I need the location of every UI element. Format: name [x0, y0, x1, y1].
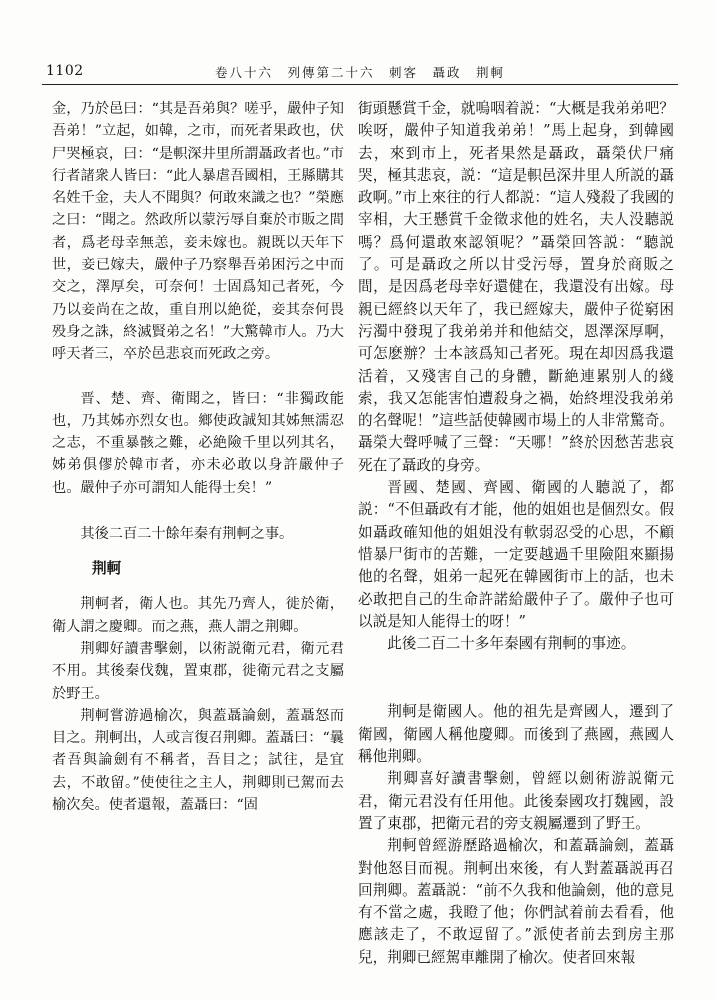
translation-paragraph: 此後二百二十多年秦國有荆軻的事迹。	[387, 635, 636, 653]
running-head: 卷八十六 列傳第二十六 刺客 聶政 荆軻	[215, 65, 506, 80]
classical-paragraph: 晋、楚、齊、衛聞之，皆曰：“非獨政能也，乃其姊亦烈女也。鄉使政誠知其姊無濡忍之志，不重暴骸之難，必絶險千里以列其名，姊弟俱僇於韓市者，亦未必敢以身許嚴仲子也。嚴仲子亦可謂知人能得士矣！”	[52, 390, 344, 496]
page-number: 1102	[46, 63, 84, 79]
translation-paragraph: 荆卿喜好讀書擊劍，曾經以劍術游説衛元君，衛元君没有任用他。此後秦國攻打魏國，設置了東郡，把衛元君的旁支親屬遷到了野王。	[358, 770, 674, 832]
page-header	[0, 60, 716, 84]
classical-paragraph: 荆軻嘗游過榆次，與蓋聶論劍，蓋聶怒而目之。荆軻出，人或言復召荆卿。蓋聶曰：“曩者吾與論劍有不稱者，吾目之；試往，是宜去，不敢留。”使使往之主人，荆卿則已駕而去榆次矣。使者還報，蓋聶曰：“固	[52, 707, 344, 814]
header-rule	[42, 84, 678, 85]
section-heading: 荆軻	[92, 560, 122, 578]
classical-paragraph: 荆卿好讀書擊劍，以術説衛元君，衛元君不用。其後秦伐魏，置東郡，徙衛元君之支屬於野王。	[52, 640, 344, 702]
translation-paragraph: 荆軻是衛國人。他的祖先是齊國人，遷到了衛國，衛國人稱他慶卿。而後到了燕國，燕國人稱他荆卿。	[358, 703, 674, 766]
translation-column	[358, 98, 674, 969]
translation-paragraph: 街頭懸賞千金，就嗚咽着説：“大概是我弟弟吧？唉呀，嚴仲子知道我弟弟！”馬上起身，到韓國去，來到市上，死者果然是聶政，聶榮伏尸痛哭，極其悲哀，説：“這是軹邑深井里人所説的聶政啊。”市上來往的行人都説：“這人殘殺了我國的宰相，大王懸賞千金徵求他的姓名，夫人没聽説嗎？爲何還敢來認領呢？”聶榮回答説：“聽説了。可是聶政之所以甘受污辱，置身於商販之間，是因爲老母幸好還健在，我還没有出嫁。母親已經終以天年了，我已經嫁夫，嚴仲子從窮困污濁中發現了我弟弟并和他結交，恩澤深厚啊，可怎麽辦？士本該爲知己者死。現在却因爲我還活着，又殘害自己的身體，斷絶連累别人的綫索，我又怎能害怕遭殺身之禍，始終埋没我弟弟的名聲呢！”這些話使韓國市場上的人非常驚奇。聶榮大聲呼喊了三聲：“天哪！”終於因愁苦悲哀死在了聶政的身旁。	[358, 100, 674, 474]
classical-paragraph: 金，乃於邑曰：“其是吾弟與？嗟乎，嚴仲子知吾弟！”立起，如韓，之市，而死者果政也，伏尸哭極哀，曰：“是軹深井里所謂聶政者也。”市行者諸衆人皆曰：“此人暴虐吾國相，王縣購其名姓千金，夫人不聞與？何敢來識之也？”榮應之曰：“聞之。然政所以蒙污辱自棄於市販之間者，爲老母幸無恙，妾未嫁也。親既以天年下世，妾已嫁夫，嚴仲子乃察舉吾弟困污之中而交之，澤厚矣，可奈何！士固爲知己者死，今乃以妾尚在之故，重自刑以絶從，妾其奈何畏殁身之誅，終滅賢弟之名！”大驚韓市人。乃大呼天者三，卒於邑悲哀而死政之旁。	[52, 101, 344, 363]
classical-paragraph: 其後二百二十餘年秦有荆軻之事。	[80, 526, 294, 543]
translation-paragraph: 晋國、楚國、齊國、衛國的人聽説了，都説：“不但聶政有才能，他的姐姐也是個烈女。假如聶政確知他的姐姐没有軟弱忍受的心思，不顧惜暴尸街市的苦難，一定要越過千里險阻來顯揚他的名聲，姐弟一起死在韓國街市上的話，也未必敢把自己的生命許諾給嚴仲子了。嚴仲子也可以説是知人能得士的呀！”	[358, 479, 674, 630]
translation-paragraph: 荆軻曾經游歷路過榆次，和蓋聶論劍，蓋聶對他怒目而視。荆軻出來後，有人對蓋聶説再召回荆卿。蓋聶説：“前不久我和他論劍，他的意見有不當之處，我瞪了他；你們試着前去看看，他應該走了，不敢逗留了。”派使者前去到房主那兒，荆卿已經駕車離開了榆次。使者回來報	[358, 837, 674, 966]
classical-paragraph: 荆軻者，衛人也。其先乃齊人，徙於衛，衛人謂之慶卿。而之燕，燕人謂之荆卿。	[52, 596, 344, 635]
classical-text-column	[52, 98, 344, 816]
